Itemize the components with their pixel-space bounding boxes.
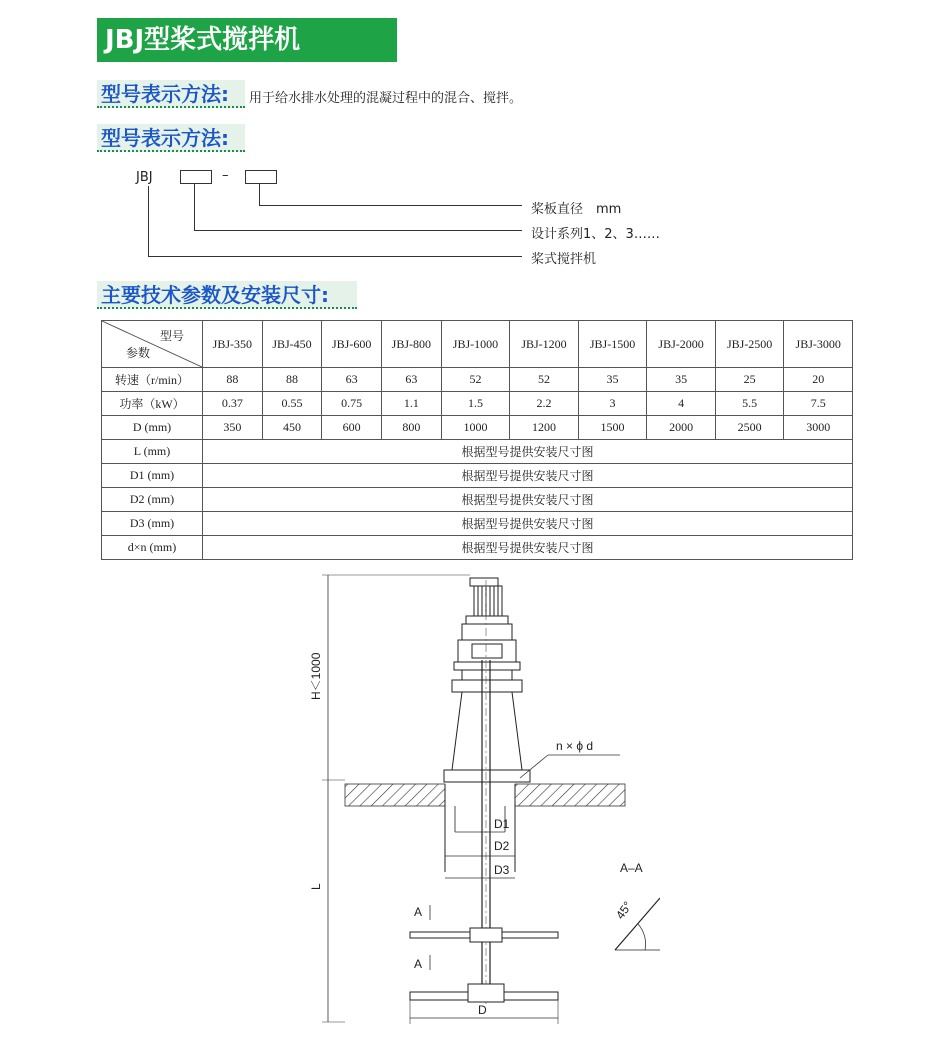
table-cell: 0.75 bbox=[322, 392, 382, 416]
series-box bbox=[180, 170, 212, 184]
table-cell: 800 bbox=[382, 416, 442, 440]
table-cell: 25 bbox=[715, 368, 784, 392]
corner-top-label: 型号 bbox=[159, 329, 184, 343]
spec-table bbox=[101, 320, 853, 560]
table-row-diameter bbox=[102, 416, 853, 440]
floor-slab-left bbox=[345, 784, 445, 806]
merged-cell: 根据型号提供安装尺寸图 bbox=[203, 512, 853, 536]
row-label: L (mm) bbox=[102, 440, 203, 464]
floor-slab-right bbox=[515, 784, 625, 806]
bolt-holes-label: n × ϕ d bbox=[556, 739, 594, 753]
table-cell: 1.5 bbox=[441, 392, 510, 416]
merged-cell: 根据型号提供安装尺寸图 bbox=[203, 464, 853, 488]
table-header-row bbox=[102, 321, 853, 368]
table-cell: 3 bbox=[578, 392, 647, 416]
table-cell: 52 bbox=[441, 368, 510, 392]
d2-label: D2 bbox=[494, 839, 510, 853]
model-header: JBJ-600 bbox=[322, 321, 382, 368]
table-cell: 4 bbox=[647, 392, 716, 416]
table-cell: 2000 bbox=[647, 416, 716, 440]
d3-label: D3 bbox=[494, 863, 510, 877]
row-label: 转速（r/min） bbox=[102, 368, 203, 392]
usage-description: 用于给水排水处理的混凝过程中的混合、搅拌。 bbox=[249, 91, 523, 106]
table-row-speed bbox=[102, 368, 853, 392]
merged-cell: 根据型号提供安装尺寸图 bbox=[203, 440, 853, 464]
table-cell: 0.55 bbox=[262, 392, 322, 416]
table-cell: 1500 bbox=[578, 416, 647, 440]
table-cell: 7.5 bbox=[784, 392, 853, 416]
legend-diameter: 桨板直径 mm bbox=[531, 202, 622, 217]
row-label: D1 (mm) bbox=[102, 464, 203, 488]
row-label: D3 (mm) bbox=[102, 512, 203, 536]
code-dash: – bbox=[222, 168, 229, 183]
table-cell: 3000 bbox=[784, 416, 853, 440]
model-header: JBJ-1500 bbox=[578, 321, 647, 368]
section-mark-lower: A bbox=[414, 957, 423, 971]
table-cell: 35 bbox=[647, 368, 716, 392]
section-model-notation-heading: 型号表示方法: bbox=[97, 124, 245, 152]
legend-series: 设计系列1、2、3…… bbox=[531, 227, 660, 242]
table-cell: 20 bbox=[784, 368, 853, 392]
code-prefix: JBJ bbox=[136, 170, 153, 185]
merged-cell: 根据型号提供安装尺寸图 bbox=[203, 488, 853, 512]
table-cell: 2.2 bbox=[510, 392, 579, 416]
table-row-D3 bbox=[102, 512, 853, 536]
table-cell: 1200 bbox=[510, 416, 579, 440]
d-label: D bbox=[478, 1003, 487, 1017]
model-header: JBJ-1000 bbox=[441, 321, 510, 368]
section-usage-heading: 型号表示方法: bbox=[97, 80, 245, 108]
table-cell: 1000 bbox=[441, 416, 510, 440]
model-header: JBJ-1200 bbox=[510, 321, 579, 368]
table-cell: 63 bbox=[322, 368, 382, 392]
legend-type: 桨式搅拌机 bbox=[531, 252, 597, 267]
row-label: 功率（kW） bbox=[102, 392, 203, 416]
length-label: L bbox=[309, 883, 323, 890]
table-cell: 0.37 bbox=[203, 392, 263, 416]
table-cell: 88 bbox=[262, 368, 322, 392]
table-row-dxn bbox=[102, 536, 853, 560]
height-label: H＜1000 bbox=[309, 652, 323, 700]
row-label: d×n (mm) bbox=[102, 536, 203, 560]
corner-bottom-label: 参数 bbox=[126, 346, 151, 360]
table-row-D1 bbox=[102, 464, 853, 488]
row-label: D (mm) bbox=[102, 416, 203, 440]
table-cell: 1.1 bbox=[382, 392, 442, 416]
angle-label: 45° bbox=[612, 898, 635, 922]
model-header: JBJ-800 bbox=[382, 321, 442, 368]
section-aa-label: A–A bbox=[620, 861, 643, 875]
table-cell: 5.5 bbox=[715, 392, 784, 416]
table-cell: 2500 bbox=[715, 416, 784, 440]
table-cell: 88 bbox=[203, 368, 263, 392]
row-label: D2 (mm) bbox=[102, 488, 203, 512]
d1-label: D1 bbox=[494, 817, 510, 831]
table-cell: 35 bbox=[578, 368, 647, 392]
support-column bbox=[444, 692, 530, 782]
section-specs-heading: 主要技术参数及安装尺寸: bbox=[97, 281, 357, 309]
model-header: JBJ-450 bbox=[262, 321, 322, 368]
table-row-D2 bbox=[102, 488, 853, 512]
table-cell: 600 bbox=[322, 416, 382, 440]
table-cell: 350 bbox=[203, 416, 263, 440]
table-row-power bbox=[102, 392, 853, 416]
table-cell: 450 bbox=[262, 416, 322, 440]
diameter-box bbox=[245, 170, 277, 184]
table-row-L bbox=[102, 440, 853, 464]
table-cell: 52 bbox=[510, 368, 579, 392]
model-header: JBJ-2500 bbox=[715, 321, 784, 368]
merged-cell: 根据型号提供安装尺寸图 bbox=[203, 536, 853, 560]
section-mark-upper: A bbox=[414, 905, 423, 919]
model-header: JBJ-3000 bbox=[784, 321, 853, 368]
table-cell: 63 bbox=[382, 368, 442, 392]
installation-drawing bbox=[300, 570, 660, 1030]
model-header: JBJ-2000 bbox=[647, 321, 716, 368]
page-title: JBJ型桨式搅拌机 bbox=[97, 18, 397, 62]
motor bbox=[452, 578, 522, 692]
corner-cell bbox=[102, 321, 203, 368]
model-header: JBJ-350 bbox=[203, 321, 263, 368]
